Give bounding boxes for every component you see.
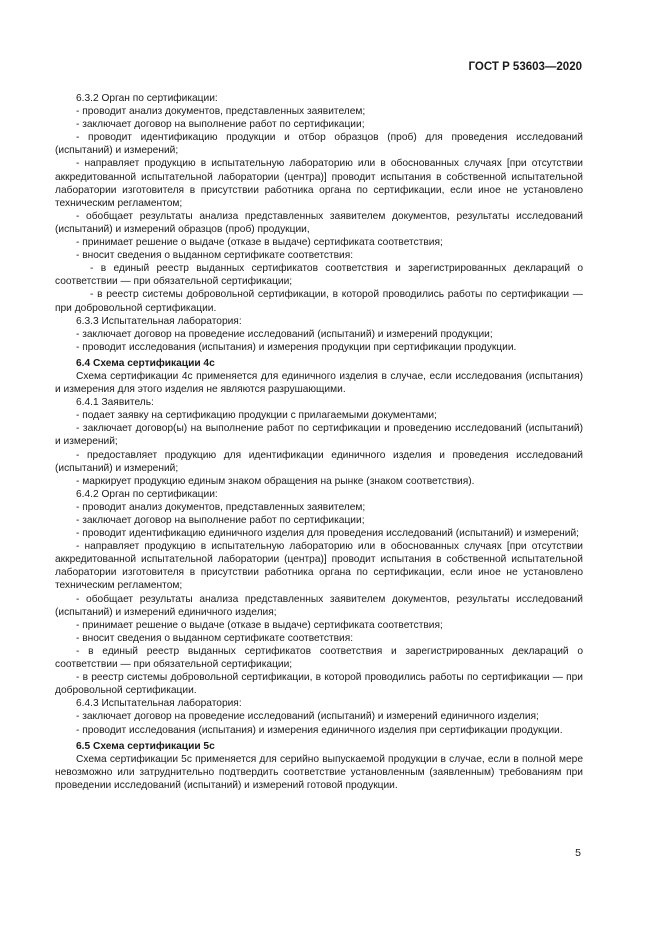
paragraph: Схема сертификации 5с применяется для серийно выпускаемой продукции в случае, если в полной мере невозможно или затруднительно подтвердить соответствие установленным (заявленным) требованиям при проведении исследований (испытаний) и измерений готовой продукции. <box>55 753 583 791</box>
list-item: - вносит сведения о выданном сертификате соответствия: <box>76 250 354 262</box>
paragraph: Схема сертификации 4с применяется для единичного изделия в случае, если исследования (испытания) и измерения для этого изделия не являются разрушающими. <box>55 370 583 396</box>
list-item: - принимает решение о выдаче (отказе в выдаче) сертификата соответствия; <box>76 237 443 249</box>
list-item: - проводит идентификацию единичного изделия для проведения исследований (испытаний) и измерений; <box>76 528 579 540</box>
list-item: - подает заявку на сертификацию продукции с прилагаемыми документами; <box>76 410 437 422</box>
list-item: - принимает решение о выдаче (отказе в выдаче) сертификата соответствия; <box>76 619 443 631</box>
standard-number: ГОСТ Р 53603—2020 <box>468 61 582 73</box>
list-item: - проводит анализ документов, представленных заявителем; <box>76 501 366 513</box>
page-number: 5 <box>575 847 581 859</box>
section-heading-6-4: 6.4 Схема сертификации 4с <box>76 357 215 369</box>
list-item: - маркирует продукцию единым знаком обращения на рынке (знаком соответствия). <box>76 475 475 487</box>
list-item: - предоставляет продукцию для идентификации единичного изделия и проведения исследований (испытаний) и измерений; <box>55 449 583 474</box>
list-item: - в реестр системы добровольной сертификации, в которой проводились работы по сертификации — при добровольной сертификации. <box>55 672 583 697</box>
list-item: - в единый реестр выданных сертификатов соответствия и зарегистрированных деклараций о соответствии — при обязательной сертификации; <box>55 645 583 671</box>
list-item: - заключает договор на выполнение работ по сертификации; <box>76 119 365 131</box>
list-item: - вносит сведения о выданном сертификате соответствия: <box>76 632 354 644</box>
list-item: - проводит анализ документов, представленных заявителем; <box>76 106 366 118</box>
clause-6-3-2: 6.3.2 Орган по сертификации: <box>76 93 218 104</box>
clause-6-4-3: 6.4.3 Испытательная лаборатория: <box>76 698 242 710</box>
list-item: - направляет продукцию в испытательную лабораторию или в обоснованных случаях [при отсутствии аккредитованной испытательной лаборатории (центра)] проводит испытания в собственной испытательной лаборатории изготовителя в присутствии работника органа по сертификации, если иное не установлено техническим регламентом; <box>55 541 583 592</box>
document-body <box>55 92 583 792</box>
list-item: - заключает договор на выполнение работ по сертификации; <box>76 515 365 526</box>
list-item: - проводит идентификацию продукции и отбор образцов (проб) для проведения исследований (испытаний) и измерений; <box>55 132 583 157</box>
clause-6-4-2: 6.4.2 Орган по сертификации: <box>76 488 218 500</box>
list-item: - заключает договор на проведение исследований (испытаний) и измерений продукции; <box>76 328 493 340</box>
list-item: - проводит исследования (испытания) и измерения единичного изделия при сертификации продукции. <box>76 724 563 736</box>
list-item: - заключает договор(ы) на выполнение работ по сертификации и проведению исследований (испытаний) и измерений; <box>55 423 583 448</box>
list-item: - проводит исследования (испытания) и измерения продукции при сертификации продукции. <box>76 341 517 353</box>
list-item: - обобщает результаты анализа представленных заявителем документов, результаты исследований (испытаний) и измерений образцов (проб) продукции, <box>55 210 583 235</box>
list-item: - направляет продукцию в испытательную лабораторию или в обоснованных случаях [при отсутствии аккредитованной испытательной лаборатории (центра)] проводит испытания в собственной испытательной лаборатории изготовителя в присутствии работника органа по сертификации, если иное не установлено техническим регламентом; <box>55 158 583 209</box>
list-item: - обобщает результаты анализа представленных заявителем документов, результаты исследований (испытаний) и измерений единичного изделия; <box>55 593 583 618</box>
sub-list-item: - в реестр системы добровольной сертификации, в которой проводились работы по сертификации — при добровольной сертификации. <box>55 289 583 314</box>
sub-list-item: - в единый реестр выданных сертификатов соответствия и зарегистрированных деклараций о соответствии — при обязательной сертификации; <box>55 263 583 288</box>
clause-6-3-3: 6.3.3 Испытательная лаборатория: <box>76 315 242 327</box>
section-heading-6-5: 6.5 Схема сертификации 5с <box>76 740 215 752</box>
clause-6-4-1: 6.4.1 Заявитель: <box>76 397 154 409</box>
list-item: - заключает договор на проведение исследований (испытаний) и измерений единичного изделия; <box>76 711 539 723</box>
